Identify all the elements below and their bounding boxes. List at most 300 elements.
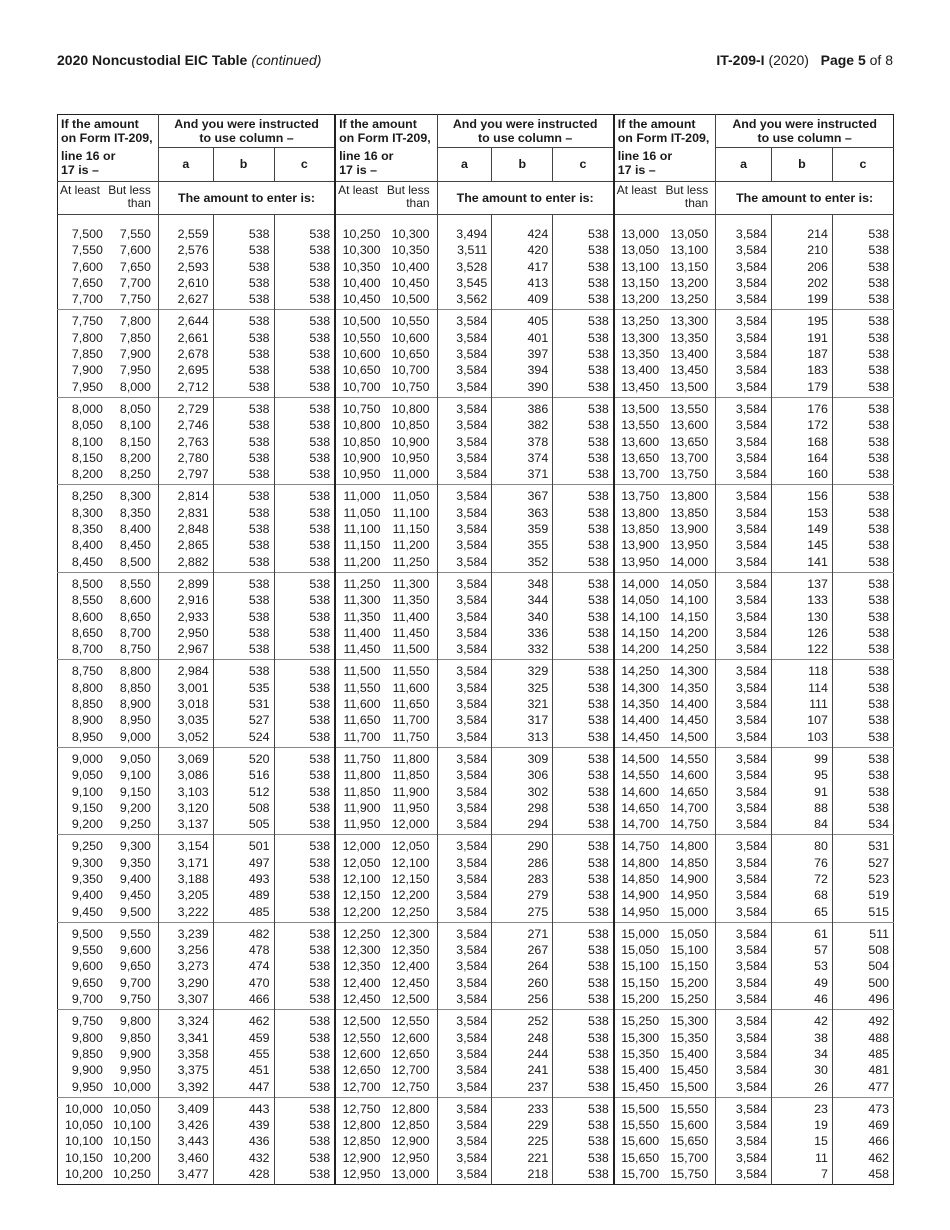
table-cell-value: 9,100 [71, 784, 103, 799]
table-cell-value: 527 [868, 855, 889, 870]
column-b-header: b [492, 147, 553, 182]
spacer-cell [107, 215, 159, 224]
table-cell-value: 538 [309, 871, 331, 886]
table-cell-value: 538 [309, 401, 331, 416]
amount-label-top [58, 115, 159, 148]
table-cell-value: 15,100 [670, 943, 709, 958]
table-cell-value: 15,550 [621, 1118, 660, 1133]
table-cell-value: 11,400 [392, 609, 430, 624]
table-cell-value: 3,584 [735, 943, 767, 958]
table-cell-value: 191 [807, 330, 828, 345]
table-cell-value: 8,350 [119, 505, 151, 520]
table-cell-value: 538 [588, 379, 609, 394]
table-cell-value: 14,200 [621, 642, 660, 657]
column-a-values [716, 485, 772, 572]
column-b-values [771, 660, 832, 747]
table-cell-value: 538 [868, 434, 889, 449]
table-cell-value: 3,584 [456, 625, 488, 640]
table-cell-value: 538 [248, 664, 270, 679]
instructed-line: to use column – [199, 131, 294, 145]
table-cell-value: 538 [588, 418, 609, 433]
table-cell-value: 2,763 [177, 434, 209, 449]
table-cell-value: 538 [868, 609, 889, 624]
table-cell-value: 15,650 [621, 1150, 660, 1165]
table-cell-value: 8,600 [71, 609, 103, 624]
table-cell-value: 241 [527, 1063, 549, 1078]
table-cell-value: 538 [309, 330, 331, 345]
column-c-values [274, 835, 335, 922]
table-cell-value: 3,477 [177, 1167, 209, 1182]
table-cell-value: 527 [248, 713, 270, 728]
table-cell-value: 538 [309, 434, 331, 449]
amount-to-enter-header: The amount to enter is: [437, 182, 614, 215]
header-row-2 [58, 147, 894, 182]
table-cell-value: 195 [807, 314, 828, 329]
but-less-values [663, 1010, 716, 1097]
table-cell-value: 3,584 [456, 751, 488, 766]
table-cell-value: 14,600 [621, 784, 660, 799]
table-cell-value: 14,750 [670, 817, 709, 832]
table-cell-value: 9,550 [71, 943, 103, 958]
table-cell-value: 3,584 [456, 489, 488, 504]
but-less-values [385, 485, 438, 572]
table-cell-value: 14,550 [670, 751, 709, 766]
table-cell-value: 10,100 [65, 1134, 103, 1149]
table-cell-value: 538 [309, 855, 331, 870]
table-cell-value: 12,950 [391, 1150, 430, 1165]
table-cell-value: 11,800 [343, 768, 381, 783]
table-cell-value: 2,695 [177, 363, 209, 378]
column-a-values [716, 572, 772, 659]
header-row-3 [58, 182, 894, 215]
table-cell-value: 11,200 [392, 538, 430, 553]
table-cell-value: 3,584 [735, 1079, 767, 1094]
table-cell-value: 8,900 [119, 697, 151, 712]
at-least-values [614, 572, 663, 659]
column-a-header: a [158, 147, 213, 182]
table-cell-value: 12,800 [342, 1118, 381, 1133]
column-a-values [716, 1010, 772, 1097]
table-cell-value: 11,450 [343, 642, 381, 657]
but-less-line: But less [386, 183, 430, 197]
table-cell-value: 8,350 [71, 522, 103, 537]
table-cell-value: 14,750 [621, 839, 660, 854]
at-least-values [58, 397, 107, 484]
table-cell-value: 538 [248, 243, 270, 258]
at-least-values [58, 835, 107, 922]
column-b-values [213, 572, 274, 659]
amount-label-top [335, 115, 437, 148]
at-least-values [58, 485, 107, 572]
column-c-values [832, 660, 893, 747]
header-row-1 [58, 115, 894, 148]
table-cell-value: 538 [309, 784, 331, 799]
column-a-values [158, 660, 213, 747]
table-cell-value: 538 [868, 314, 889, 329]
column-c-values [832, 310, 893, 397]
table-cell-value: 13,550 [670, 401, 709, 416]
table-cell-value: 3,171 [177, 855, 209, 870]
table-cell-value: 3,584 [735, 800, 767, 815]
spacer-cell [58, 215, 107, 224]
table-cell-value: 3,584 [456, 609, 488, 624]
amount-label-bottom [58, 147, 159, 182]
table-cell-value: 3,584 [456, 314, 488, 329]
column-c-values [553, 310, 614, 397]
but-less-values [663, 1097, 716, 1184]
table-cell-value: 458 [868, 1167, 889, 1182]
table-cell-value: 538 [588, 642, 609, 657]
table-cell-value: 538 [309, 1014, 331, 1029]
table-cell-value: 538 [309, 467, 331, 482]
table-cell-value: 3,584 [735, 1134, 767, 1149]
table-cell-value: 7,550 [119, 227, 151, 241]
table-cell-value: 12,500 [391, 992, 430, 1007]
table-cell-value: 14,450 [670, 713, 709, 728]
table-cell-value: 13,600 [621, 434, 660, 449]
table-cell-value: 2,797 [177, 467, 209, 482]
table-cell-value: 538 [588, 505, 609, 520]
table-cell-value: 8,400 [71, 538, 103, 553]
table-cell-value: 9,650 [71, 975, 103, 990]
eic-table [57, 114, 894, 1185]
table-cell-value: 9,200 [119, 800, 151, 815]
column-a-values [437, 572, 492, 659]
table-cell-value: 2,644 [177, 314, 209, 329]
table-cell-value: 2,814 [177, 489, 209, 504]
table-cell-value: 80 [814, 839, 828, 854]
table-cell-value: 538 [588, 855, 609, 870]
at-least-values [335, 747, 384, 834]
table-cell-value: 512 [248, 784, 270, 799]
table-cell-value: 3,584 [735, 363, 767, 378]
table-cell-value: 11,600 [343, 697, 381, 712]
table-cell-value: 8,650 [71, 625, 103, 640]
table-cell-value: 8,850 [71, 697, 103, 712]
table-cell-value: 10,850 [342, 434, 381, 449]
table-cell-value: 9,300 [71, 855, 103, 870]
table-cell-value: 538 [588, 489, 609, 504]
table-cell-value: 8,700 [71, 642, 103, 657]
table-cell-value: 462 [868, 1150, 889, 1165]
table-cell-value: 538 [309, 751, 331, 766]
table-cell-value: 485 [868, 1046, 889, 1061]
table-cell-value: 15,200 [670, 975, 709, 990]
table-cell-value: 538 [309, 1167, 331, 1182]
column-c-values [274, 485, 335, 572]
table-cell-value: 11,000 [392, 467, 430, 482]
column-a-values [716, 660, 772, 747]
table-cell-value: 538 [588, 697, 609, 712]
table-cell-value: 3,584 [735, 871, 767, 886]
column-a-values [158, 922, 213, 1009]
table-cell-value: 538 [309, 1134, 331, 1149]
at-least-values [58, 572, 107, 659]
table-cell-value: 14,000 [621, 576, 660, 591]
table-cell-value: 3,052 [177, 729, 209, 744]
table-cell-value: 3,584 [735, 784, 767, 799]
but-less-values [663, 660, 716, 747]
table-cell-value: 7,800 [71, 330, 103, 345]
table-cell-value: 10,250 [342, 227, 381, 241]
table-cell-value: 3,222 [177, 904, 209, 919]
table-cell-value: 12,100 [342, 871, 381, 886]
table-cell-value: 145 [807, 538, 828, 553]
table-cell-value: 187 [807, 347, 828, 362]
table-cell-value: 118 [808, 664, 828, 679]
table-cell-value: 538 [868, 363, 889, 378]
table-cell-value: 538 [868, 505, 889, 520]
table-cell-value: 332 [527, 642, 549, 657]
table-row-group [58, 835, 894, 922]
table-cell-value: 3,584 [456, 1046, 488, 1061]
instructed-label [158, 115, 335, 148]
table-cell-value: 3,584 [735, 554, 767, 569]
table-cell-value: 538 [309, 1101, 331, 1116]
table-cell-value: 7,600 [119, 243, 151, 258]
table-cell-value: 11,550 [392, 664, 430, 679]
table-cell-value: 538 [868, 347, 889, 362]
table-cell-value: 11,900 [392, 784, 430, 799]
table-cell-value: 355 [527, 538, 549, 553]
table-cell-value: 455 [248, 1046, 270, 1061]
table-cell-value: 15,450 [670, 1063, 709, 1078]
table-cell-value: 13,850 [670, 505, 709, 520]
table-cell-value: 538 [868, 664, 889, 679]
table-cell-value: 12,100 [391, 855, 430, 870]
but-less-values [107, 397, 159, 484]
table-cell-value: 10,300 [342, 243, 381, 258]
table-cell-value: 12,900 [342, 1150, 381, 1165]
table-cell-value: 8,000 [119, 379, 151, 394]
table-cell-value: 538 [309, 680, 331, 695]
table-cell-value: 11,750 [343, 751, 381, 766]
table-cell-value: 10,850 [391, 418, 430, 433]
column-b-values [492, 1097, 553, 1184]
column-b-values [771, 572, 832, 659]
table-cell-value: 538 [588, 554, 609, 569]
column-a-values [716, 1097, 772, 1184]
table-cell-value: 386 [527, 401, 549, 416]
table-cell-value: 538 [588, 259, 609, 274]
column-c-values [832, 922, 893, 1009]
table-cell-value: 538 [588, 314, 609, 329]
table-cell-value: 8,550 [119, 576, 151, 591]
table-cell-value: 12,650 [391, 1046, 430, 1061]
table-cell-value: 428 [248, 1167, 270, 1182]
table-cell-value: 443 [248, 1101, 270, 1116]
table-cell-value: 14,400 [621, 713, 660, 728]
table-cell-value: 538 [309, 1046, 331, 1061]
table-cell-value: 10,650 [342, 363, 381, 378]
table-cell-value: 538 [309, 625, 331, 640]
table-cell-value: 538 [588, 713, 609, 728]
table-cell-value: 15,000 [621, 926, 660, 941]
column-c-header: c [553, 147, 614, 182]
table-cell-value: 176 [807, 401, 828, 416]
table-cell-value: 538 [868, 489, 889, 504]
column-c-header: c [832, 147, 893, 182]
amount-label-line: line 16 or [61, 149, 116, 163]
column-b-values [492, 922, 553, 1009]
spacer-cell [335, 215, 384, 224]
table-cell-value: 3,035 [177, 713, 209, 728]
table-cell-value: 374 [527, 450, 549, 465]
column-c-values [832, 747, 893, 834]
at-least-values [614, 485, 663, 572]
table-cell-value: 3,584 [735, 664, 767, 679]
table-cell-value: 12,400 [391, 959, 430, 974]
table-cell-value: 538 [309, 664, 331, 679]
table-cell-value: 538 [588, 1063, 609, 1078]
table-cell-value: 10,050 [65, 1118, 103, 1133]
table-cell-value: 12,950 [342, 1167, 381, 1182]
table-cell-value: 9,500 [71, 926, 103, 941]
table-cell-value: 321 [527, 697, 549, 712]
but-less-values [107, 835, 159, 922]
table-cell-value: 3,584 [735, 713, 767, 728]
table-cell-value: 3,584 [456, 642, 488, 657]
table-cell-value: 13,200 [670, 275, 709, 290]
table-cell-value: 3,584 [735, 959, 767, 974]
table-cell-value: 10,900 [342, 450, 381, 465]
table-cell-value: 3,584 [735, 505, 767, 520]
column-b-values [771, 922, 832, 1009]
at-least-values [58, 1097, 107, 1184]
table-cell-value: 15,700 [621, 1167, 660, 1182]
table-cell-value: 11,200 [343, 554, 381, 569]
column-a-values [158, 397, 213, 484]
table-cell-value: 538 [868, 593, 889, 608]
but-less-values [385, 1097, 438, 1184]
column-b-values [213, 397, 274, 484]
table-cell-value: 3,584 [456, 975, 488, 990]
table-cell-value: 11,300 [392, 576, 430, 591]
table-cell-value: 9,350 [119, 855, 151, 870]
table-cell-value: 14,500 [670, 729, 709, 744]
table-cell-value: 2,661 [177, 330, 209, 345]
table-cell-value: 7,900 [71, 363, 103, 378]
table-cell-value: 535 [248, 680, 270, 695]
spacer-cell [492, 215, 553, 224]
table-cell-value: 3,584 [735, 729, 767, 744]
table-cell-value: 3,324 [177, 1014, 209, 1029]
table-cell-value: 12,650 [342, 1063, 381, 1078]
table-cell-value: 8,200 [119, 450, 151, 465]
at-least-values [335, 397, 384, 484]
at-least-values [335, 922, 384, 1009]
table-cell-value: 3,584 [456, 522, 488, 537]
table-cell-value: 3,584 [735, 1046, 767, 1061]
table-cell-value: 11,900 [343, 800, 381, 815]
table-cell-value: 65 [814, 904, 828, 919]
table-cell-value: 13,100 [621, 259, 660, 274]
table-cell-value: 3,584 [735, 609, 767, 624]
spacer-cell [437, 215, 492, 224]
table-cell-value: 9,750 [119, 992, 151, 1007]
table-cell-value: 267 [527, 943, 549, 958]
table-cell-value: 496 [868, 992, 889, 1007]
table-cell-value: 538 [588, 292, 609, 307]
table-cell-value: 13,000 [391, 1167, 430, 1182]
table-cell-value: 538 [309, 243, 331, 258]
header-title-block [57, 52, 321, 68]
column-c-values [553, 572, 614, 659]
table-cell-value: 11,750 [392, 729, 430, 744]
table-cell-value: 14,250 [670, 642, 709, 657]
table-cell-value: 3,584 [456, 467, 488, 482]
column-c-values [274, 397, 335, 484]
table-cell-value: 9,850 [119, 1030, 151, 1045]
table-cell-value: 3,584 [735, 576, 767, 591]
table-cell-value: 3,358 [177, 1046, 209, 1061]
table-cell-value: 7,550 [71, 243, 103, 258]
table-cell-value: 26 [814, 1079, 828, 1094]
table-cell-value: 538 [248, 593, 270, 608]
table-cell-value: 233 [527, 1101, 549, 1116]
table-cell-value: 7,850 [119, 330, 151, 345]
table-cell-value: 8,200 [71, 467, 103, 482]
table-cell-value: 11,850 [392, 768, 430, 783]
table-cell-value: 107 [807, 713, 828, 728]
table-cell-value: 3,584 [456, 538, 488, 553]
header-title: 2020 Noncustodial EIC Table [57, 52, 248, 68]
table-cell-value: 538 [309, 992, 331, 1007]
table-cell-value: 538 [248, 314, 270, 329]
table-cell-value: 12,050 [391, 839, 430, 854]
table-cell-value: 164 [807, 450, 828, 465]
table-cell-value: 12,550 [342, 1030, 381, 1045]
table-cell-value: 12,900 [391, 1134, 430, 1149]
table-cell-value: 538 [868, 576, 889, 591]
table-cell-value: 485 [248, 904, 270, 919]
but-less-than-header [107, 182, 159, 215]
table-cell-value: 294 [527, 817, 549, 832]
table-cell-value: 3,584 [735, 1118, 767, 1133]
table-cell-value: 7,950 [119, 363, 151, 378]
at-least-values [614, 660, 663, 747]
table-cell-value: 76 [814, 855, 828, 870]
table-cell-value: 538 [309, 489, 331, 504]
table-cell-value: 10,350 [342, 259, 381, 274]
table-cell-value: 114 [808, 680, 828, 695]
table-cell-value: 3,584 [735, 697, 767, 712]
but-less-values [385, 747, 438, 834]
table-cell-value: 538 [588, 784, 609, 799]
amount-label-line: 17 is – [617, 163, 656, 177]
table-cell-value: 538 [248, 505, 270, 520]
at-least-values [614, 223, 663, 310]
table-cell-value: 367 [527, 489, 549, 504]
table-cell-value: 432 [248, 1150, 270, 1165]
table-cell-value: 3,584 [456, 784, 488, 799]
table-cell-value: 325 [527, 680, 549, 695]
amount-label-line: 17 is – [339, 163, 377, 177]
table-cell-value: 10,600 [342, 347, 381, 362]
table-cell-value: 286 [527, 855, 549, 870]
table-cell-value: 538 [588, 680, 609, 695]
table-cell-value: 12,000 [391, 817, 430, 832]
column-b-values [492, 660, 553, 747]
table-cell-value: 283 [527, 871, 549, 886]
table-cell-value: 218 [527, 1167, 549, 1182]
table-cell-value: 538 [588, 1101, 609, 1116]
table-row-group [58, 223, 894, 310]
table-cell-value: 3,584 [735, 314, 767, 329]
table-cell-value: 3,584 [735, 642, 767, 657]
table-cell-value: 11,050 [392, 489, 430, 504]
table-cell-value: 10,750 [342, 401, 381, 416]
